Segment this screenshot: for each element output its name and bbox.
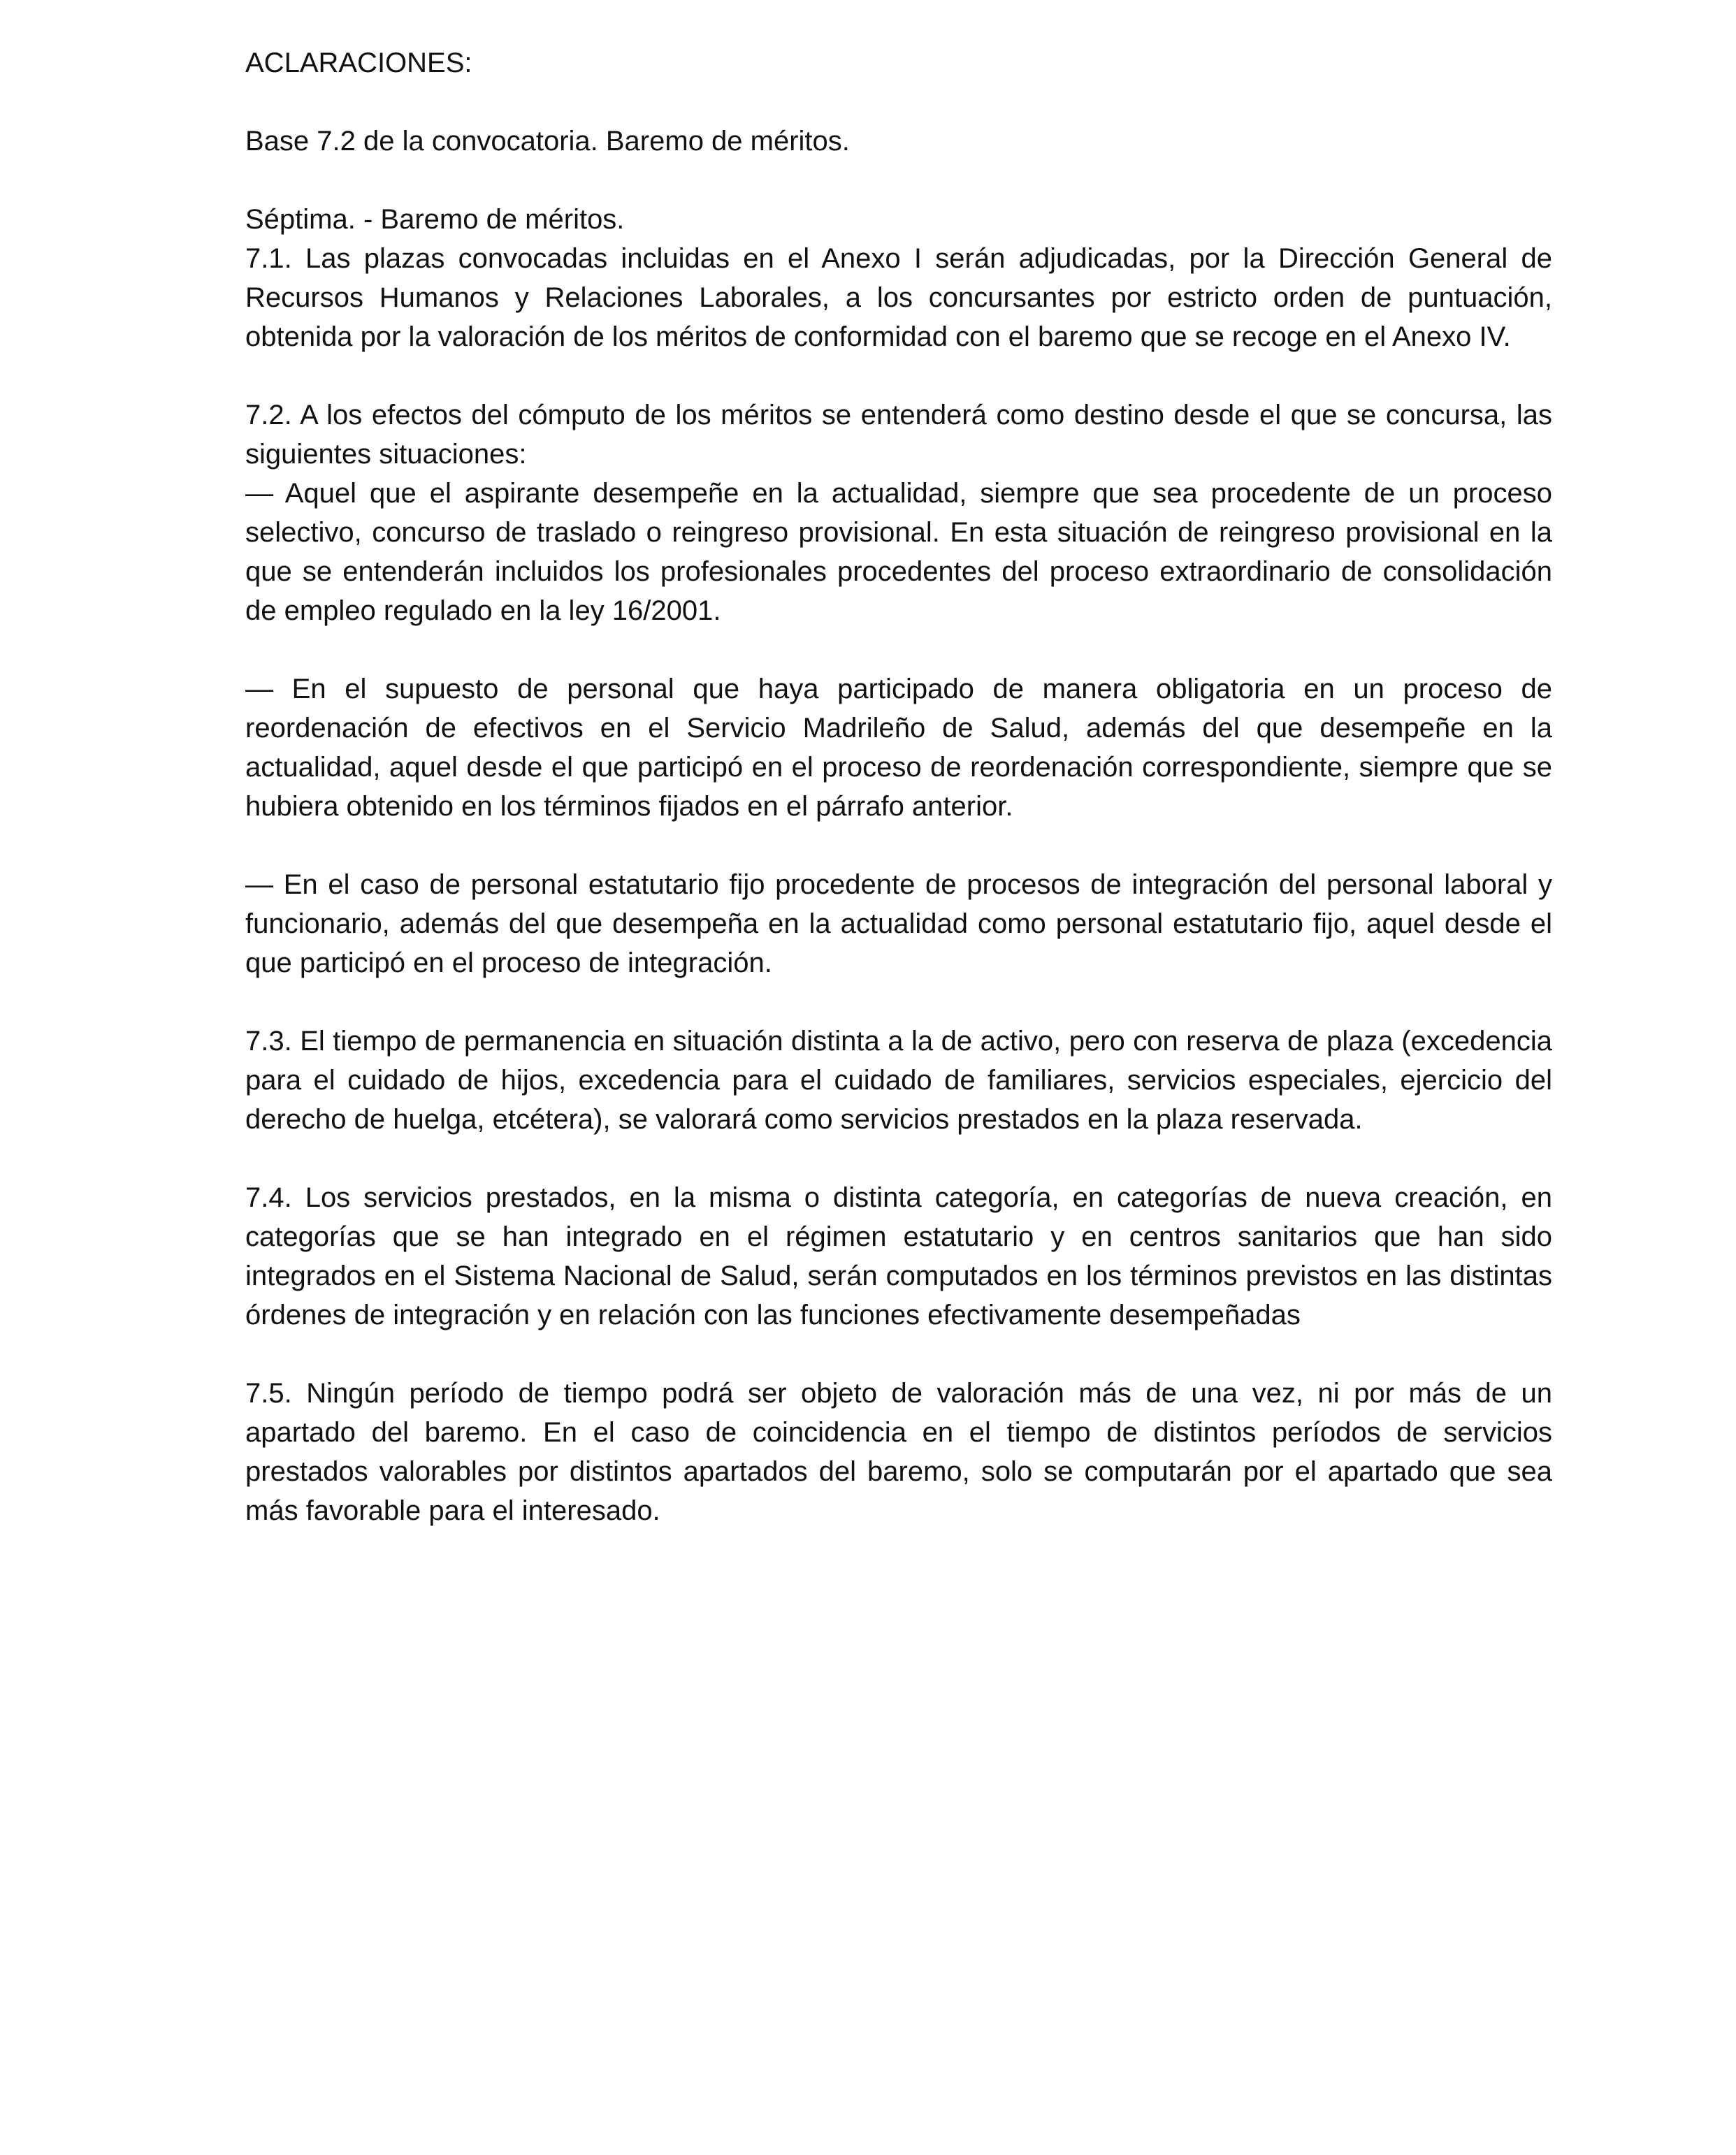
spacer bbox=[245, 982, 1552, 1022]
paragraph-7-5: 7.5. Ningún período de tiempo podrá ser objeto de valoración más de una vez, ni por más de un apartado del baremo. En el caso de coincidencia en el tiempo de distintos períodos de servicios prestados valorables por distintos apartados del baremo, solo se computarán por el apartado que sea más favorable para el interesado. bbox=[245, 1378, 1552, 1526]
paragraph-7-2-item-a: — Aquel que el aspirante desempeñe en la actualidad, siempre que sea procedente de un proceso selectivo, concurso de traslado o reingreso provisional. En esta situación de reingreso provisional en la que se entenderán incluidos los profesionales procedentes del proceso extraordinario de consolidación de empleo regulado en la ley 16/2001. bbox=[245, 478, 1552, 626]
paragraph-7-2-item-b: — En el supuesto de personal que haya participado de manera obligatoria en un proceso de reordenación de efectivos en el Servicio Madrileño de Salud, además del que desempeñe en la actualidad, aquel desde el que participó en el proceso de reordenación correspondiente, siempre que se hubiera obtenido en los términos fijados en el párrafo anterior. bbox=[245, 674, 1552, 822]
paragraph-7-2-item-c: — En el caso de personal estatutario fijo procedente de procesos de integración del personal laboral y funcionario, además del que desempeña en la actualidad como personal estatutario fijo, aquel desde el que participó en el proceso de integración. bbox=[245, 869, 1552, 978]
document-subheading: Base 7.2 de la convocatoria. Baremo de méritos. bbox=[245, 126, 850, 157]
spacer bbox=[245, 356, 1552, 396]
spacer bbox=[245, 82, 1552, 122]
spacer bbox=[245, 630, 1552, 669]
document-heading: ACLARACIONES: bbox=[245, 48, 472, 78]
section-title: Séptima. - Baremo de méritos. bbox=[245, 204, 625, 235]
document-page bbox=[245, 43, 1552, 1530]
paragraph-7-3: 7.3. El tiempo de permanencia en situación distinta a la de activo, pero con reserva de plaza (excedencia para el cuidado de hijos, excedencia para el cuidado de familiares, servicios especiales, ejercicio del derecho de huelga, etcétera), se valorará como servicios prestados en la plaza reservada. bbox=[245, 1026, 1552, 1135]
spacer bbox=[245, 161, 1552, 200]
spacer bbox=[245, 826, 1552, 865]
spacer bbox=[245, 1139, 1552, 1178]
paragraph-7-4: 7.4. Los servicios prestados, en la misma o distinta categoría, en categorías de nueva creación, en categorías que se han integrado en el régimen estatutario y en centros sanitarios que han sido integrados en el Sistema Nacional de Salud, serán computados en los términos previstos en las distintas órdenes de integración y en relación con las funciones efectivamente desempeñadas bbox=[245, 1182, 1552, 1330]
spacer bbox=[245, 1335, 1552, 1374]
paragraph-7-1: 7.1. Las plazas convocadas incluidas en el Anexo I serán adjudicadas, por la Dirección General de Recursos Humanos y Relaciones Laborales, a los concursantes por estricto orden de puntuación, obtenida por la valoración de los méritos de conformidad con el baremo que se recoge en el Anexo IV. bbox=[245, 243, 1552, 352]
paragraph-7-2-intro: 7.2. A los efectos del cómputo de los méritos se entenderá como destino desde el que se concursa, las siguientes situaciones: bbox=[245, 400, 1552, 470]
